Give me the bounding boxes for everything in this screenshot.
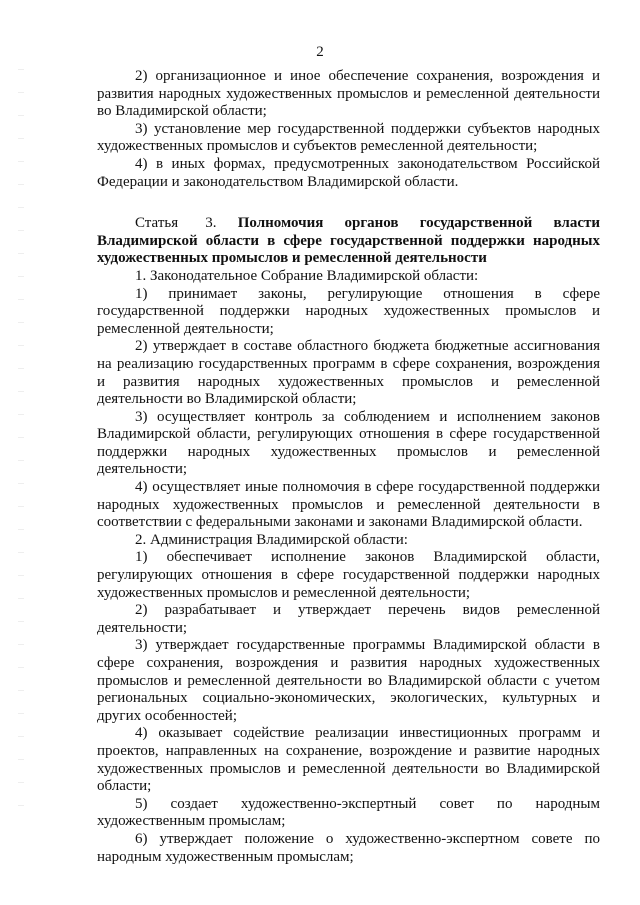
article-title: Полномочия органов государственной власти Владимирской области в сфере государственной поддержки народных художественных промыслов и ремесленной деятельности — [97, 215, 600, 267]
scan-edge-artifact — [18, 60, 24, 820]
list-item: 4) оказывает содействие реализации инвестиционных программ и проектов, направленных на сохранение, возрождение и развитие народных художественных промыслов и ремесленной деятельности во Владимирской области; — [97, 725, 600, 795]
intro-paragraph: 4) в иных формах, предусмотренных законодательством Российской Федерации и законодательством Владимирской области. — [97, 155, 600, 190]
intro-paragraph: 3) установление мер государственной поддержки субъектов народных художественных промыслов и субъектов ремесленной деятельности; — [97, 120, 600, 155]
intro-paragraph: 2) организационное и иное обеспечение сохранения, возрождения и развития народных художественных промыслов и ремесленной деятельности во Владимирской области; — [97, 68, 600, 120]
list-item: 6) утверждает положение о художественно-экспертном совете по народным художественным промыслам; — [97, 830, 600, 865]
list-item: 5) создает художественно-экспертный совет по народным художественным промыслам; — [97, 795, 600, 830]
list-item: 2) утверждает в составе областного бюджета бюджетные ассигнования на реализацию государственных программ в сфере сохранения, возрождения и развития народных художественных промыслов и ремесленной деятельности во Владимирской области; — [97, 338, 600, 408]
page-number: 2 — [316, 44, 324, 60]
list-item: 1) обеспечивает исполнение законов Владимирской области, регулирующих отношения в сфере государственной поддержки народных художественных промыслов и ремесленной деятельности; — [97, 549, 600, 601]
list-item: 3) утверждает государственные программы Владимирской области в сфере сохранения, возрождения и развития народных художественных промыслов и ремесленной деятельности во Владимирской области с учетом региональных социально-экономических, экологических, культурных и других особенностей; — [97, 637, 600, 724]
section-heading: 2. Администрация Владимирской области: — [135, 531, 408, 548]
list-item: 4) осуществляет иные полномочия в сфере государственной поддержки народных художественных промыслов и ремесленной деятельности в соответствии с федеральными законами и законами Владимирской области. — [97, 479, 600, 531]
section-heading: 1. Законодательное Собрание Владимирской области: — [135, 267, 479, 284]
article-heading — [97, 215, 600, 268]
document-body — [97, 68, 600, 866]
list-item: 3) осуществляет контроль за соблюдением и исполнением законов Владимирской области, регулирующих отношения в сфере государственной поддержки народных художественных промыслов и ремесленной деятельности; — [97, 408, 600, 478]
article-label: Статья 3. — [135, 215, 217, 232]
list-item: 1) принимает законы, регулирующие отношения в сфере государственной поддержки народных художественных промыслов и ремесленной деятельности; — [97, 285, 600, 337]
list-item: 2) разрабатывает и утверждает перечень видов ремесленной деятельности; — [97, 602, 600, 636]
